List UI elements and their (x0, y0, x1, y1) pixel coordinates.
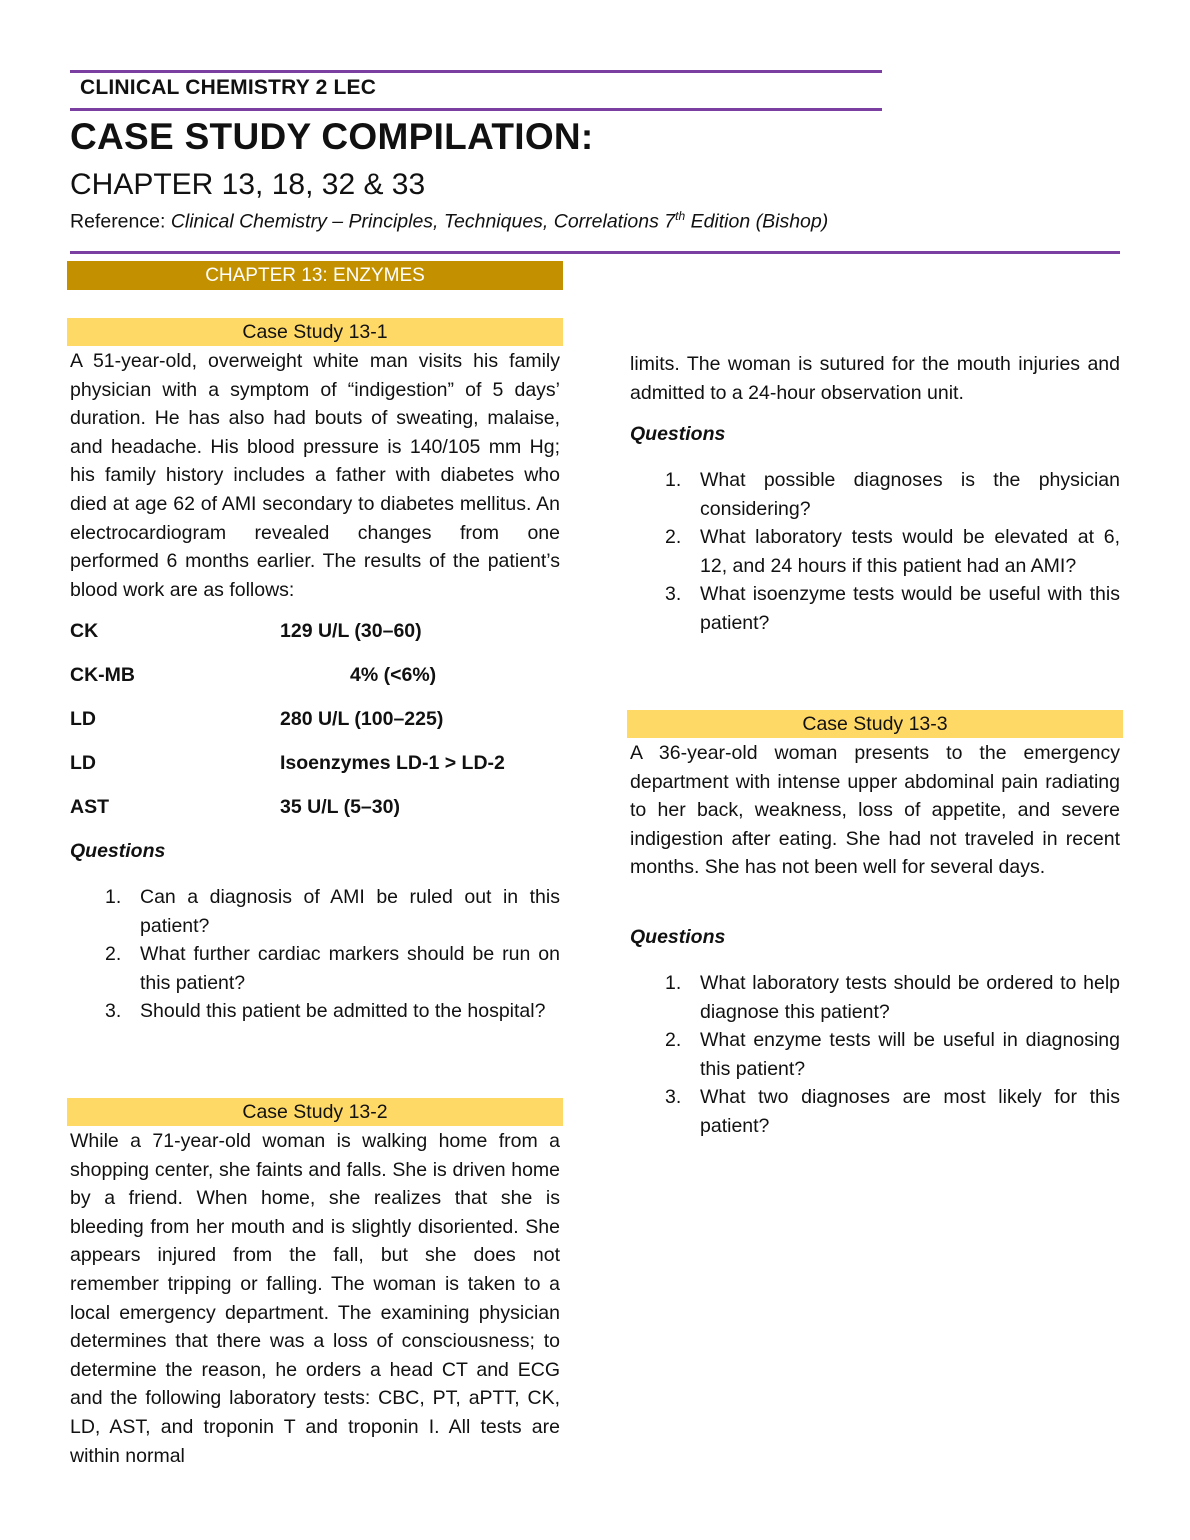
question-text: What further cardiac markers should be run on this patient? (140, 943, 560, 994)
question-number: 3. (665, 583, 682, 606)
lab-row (70, 796, 550, 824)
question-text: Should this patient be admitted to the hospital? (140, 1000, 546, 1023)
question-text: What possible diagnoses is the physician considering? (700, 469, 1120, 520)
reference-book-title: Clinical Chemistry – Principles, Techniques, Correlations 7 (170, 210, 676, 233)
lab-test-name: CK-MB (70, 664, 135, 686)
question-number: 3. (665, 1086, 682, 1109)
question-item (70, 883, 560, 940)
lab-test-value: 35 U/L (5–30) (280, 796, 400, 818)
case-study-13-1-banner: Case Study 13-1 (67, 318, 563, 346)
chapter-banner: CHAPTER 13: ENZYMES (67, 261, 563, 290)
question-item (70, 940, 560, 997)
case-study-13-3-questions (630, 969, 1120, 1141)
page-title: CASE STUDY COMPILATION: (70, 116, 594, 157)
question-number: 2. (105, 943, 122, 966)
course-title: CLINICAL CHEMISTRY 2 LEC (80, 76, 377, 99)
lab-test-name: CK (70, 620, 99, 642)
question-item (630, 466, 1120, 523)
reference-label: Reference: (70, 210, 171, 233)
reference-edition: Edition (Bishop) (685, 210, 829, 233)
question-item (630, 1026, 1120, 1083)
case-study-13-2-banner: Case Study 13-2 (67, 1098, 563, 1126)
case-study-13-1-body: A 51-year-old, overweight white man visits his family physician with a symptom of “indigestion” of 5 days’ duration. He has also had bouts of sweating, malaise, and headache. His blood pressure is 140/105 mm Hg; his family history includes a father with diabetes who died at age 62 of AMI secondary to diabetes mellitus. An electrocardiogram revealed changes from one performed 6 months earlier. The results of the patient’s blood work are as follows: (70, 350, 560, 601)
question-number: 1. (665, 469, 682, 491)
case-study-13-2-body: While a 71-year-old woman is walking home from a shopping center, she faints and falls. She is driven home by a friend. When home, she realizes that she is bleeding from her mouth and is slightly disoriented. She appears injured from the fall, but she does not remember tripping or falling. The woman is taken to a local emergency department. The examining physician determines that there was a loss of consciousness; to determine the reason, he orders a head CT and ECG and the following laboratory tests: CBC, PT, aPTT, CK, LD, AST, and troponin T and troponin I. All tests are within normal (70, 1130, 560, 1467)
case-study-13-2-questions (630, 466, 1120, 638)
case-study-13-3-body: A 36-year-old woman presents to the emergency department with intense upper abdominal pain radiating to her back, weakness, loss of appetite, and severe indigestion after eating. She had not traveled in recent months. She has not been well for several days. (630, 742, 1120, 879)
question-item (70, 997, 560, 1026)
header-top-rule (70, 70, 882, 73)
question-number: 1. (105, 886, 122, 908)
case-study-13-1-questions (70, 883, 560, 1026)
lab-row (70, 708, 550, 736)
question-text: What two diagnoses are most likely for this patient? (700, 1086, 1120, 1137)
chapters-subtitle: CHAPTER 13, 18, 32 & 33 (70, 168, 426, 201)
lab-test-value: 4% (<6%) (350, 664, 437, 686)
lab-row (70, 664, 550, 692)
lab-test-name: AST (70, 796, 109, 818)
question-item (630, 523, 1120, 580)
case-study-13-3-banner: Case Study 13-3 (627, 710, 1123, 738)
case-study-13-1-questions-heading: Questions (70, 840, 166, 862)
lab-row (70, 620, 550, 648)
lab-test-name: LD (70, 708, 96, 730)
question-number: 1. (665, 972, 682, 994)
header-bottom-rule (70, 251, 1120, 254)
lab-test-name: LD (70, 752, 96, 774)
reference-superscript: th (675, 209, 686, 223)
case-study-13-3-questions-heading: Questions (630, 926, 726, 948)
question-number: 2. (665, 1029, 682, 1052)
lab-row (70, 752, 550, 780)
question-item (630, 1083, 1120, 1140)
question-text: What laboratory tests would be elevated at 6, 12, and 24 hours if this patient had an AMI? (700, 526, 1120, 577)
question-text: What enzyme tests will be useful in diagnosing this patient? (700, 1029, 1120, 1080)
question-text: What isoenzyme tests would be useful with this patient? (700, 583, 1120, 634)
case-study-13-2-body-continued: limits. The woman is sutured for the mouth injuries and admitted to a 24-hour observation unit. (630, 353, 1120, 404)
question-text: What laboratory tests should be ordered to help diagnose this patient? (700, 972, 1120, 1023)
reference-line (70, 209, 828, 234)
lab-test-value: 129 U/L (30–60) (280, 620, 422, 642)
question-item (630, 580, 1120, 637)
lab-test-value: Isoenzymes LD-1 > LD-2 (280, 752, 505, 774)
question-item (630, 969, 1120, 1026)
question-number: 2. (665, 526, 682, 549)
lab-test-value: 280 U/L (100–225) (280, 708, 444, 730)
question-text: Can a diagnosis of AMI be ruled out in this patient? (140, 886, 560, 937)
case-study-13-2-questions-heading: Questions (630, 423, 726, 445)
question-number: 3. (105, 1000, 122, 1023)
header-course-rule (70, 108, 882, 111)
